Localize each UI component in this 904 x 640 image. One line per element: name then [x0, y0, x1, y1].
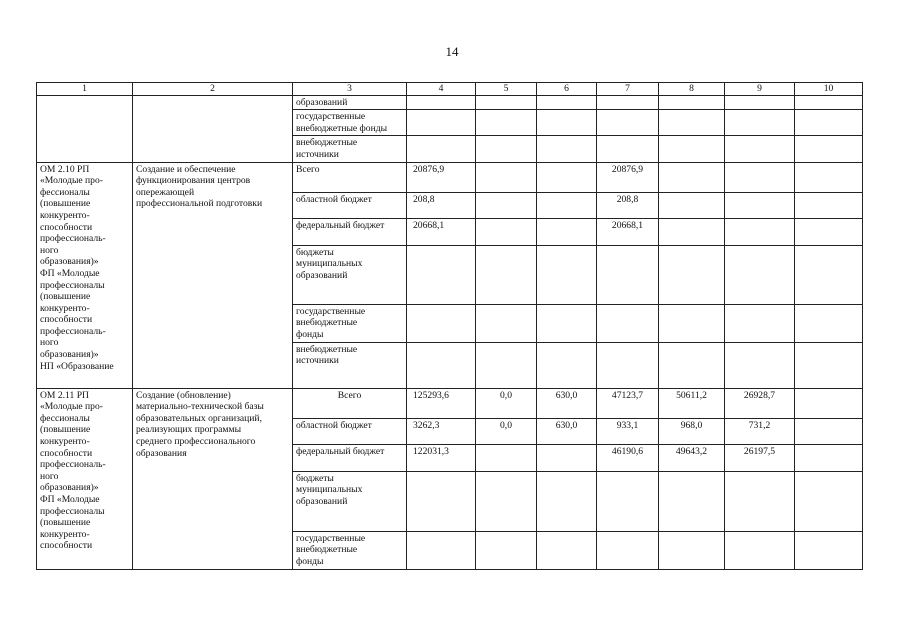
source-label	[293, 388, 407, 418]
measure-code-cell-line: профессиональ-	[40, 325, 106, 337]
value-col-5	[476, 95, 537, 110]
source-label-line: образований	[296, 96, 348, 108]
measure-code-cell-line: (повышение	[40, 517, 91, 529]
value-col-9	[725, 162, 795, 192]
source-label-line: внебюджетные	[296, 317, 358, 329]
value-col-8	[659, 342, 725, 388]
value-col-9: 731,2	[725, 418, 795, 444]
measure-code-cell-line: способности	[40, 221, 93, 233]
measure-code-cell-line: (повышение	[40, 291, 91, 303]
measure-title-cell-line: профессиональной подготовки	[136, 198, 263, 210]
value-col-5	[476, 531, 537, 569]
value-col-4: 20668,1	[407, 218, 476, 245]
value-col-4	[407, 304, 476, 342]
value-col-10	[795, 136, 863, 162]
value-col-4	[407, 110, 476, 136]
value-col-7	[597, 136, 659, 162]
measure-code-cell-line: образования)»	[40, 256, 99, 268]
value-col-8	[659, 304, 725, 342]
value-col-4: 3262,3	[407, 418, 476, 444]
measure-code-cell-line: ного	[40, 470, 59, 482]
measure-code-cell-line: фессионалы	[40, 412, 90, 424]
continuation-title-cell	[133, 95, 293, 162]
value-col-4	[407, 471, 476, 531]
value-col-8	[659, 471, 725, 531]
value-col-6	[537, 471, 597, 531]
value-col-10	[795, 192, 863, 218]
measure-code-cell-line: профессиональ-	[40, 459, 106, 471]
source-label	[293, 342, 407, 388]
value-col-8: 968,0	[659, 418, 725, 444]
value-col-10	[795, 531, 863, 569]
source-label-line: Всего	[296, 163, 320, 175]
value-col-8	[659, 531, 725, 569]
source-label	[293, 444, 407, 471]
s0-row	[37, 162, 863, 192]
value-col-10	[795, 388, 863, 418]
value-col-6: 630,0	[537, 388, 597, 418]
value-col-10	[795, 342, 863, 388]
value-col-6: 630,0	[537, 418, 597, 444]
measure-title-cell-line: образования	[136, 447, 187, 459]
continuation-row	[37, 95, 863, 110]
value-col-8: 49643,2	[659, 444, 725, 471]
column-header-1: 1	[37, 83, 133, 96]
source-label-line: областной бюджет	[296, 419, 372, 431]
source-label-line: муниципальных	[296, 258, 363, 270]
measure-code-cell-line: конкуренто-	[40, 302, 90, 314]
source-label	[293, 110, 407, 136]
value-col-7	[597, 471, 659, 531]
value-col-4	[407, 95, 476, 110]
column-header-6: 6	[537, 83, 597, 96]
source-label-line: муниципальных	[296, 484, 363, 496]
measure-code-cell-line: фессионалы	[40, 186, 90, 198]
measure-code-cell-line: способности	[40, 540, 93, 552]
source-label	[293, 245, 407, 304]
source-label-line: внебюджетные	[296, 137, 358, 149]
value-col-10	[795, 218, 863, 245]
value-col-6	[537, 110, 597, 136]
value-col-7	[597, 531, 659, 569]
value-col-6	[537, 245, 597, 304]
source-label-line: источники	[296, 355, 339, 367]
value-col-8	[659, 245, 725, 304]
source-label	[293, 418, 407, 444]
measure-title-cell-line: образовательных организаций,	[136, 412, 262, 424]
value-col-5: 0,0	[476, 418, 537, 444]
source-label	[293, 95, 407, 110]
value-col-7: 47123,7	[597, 388, 659, 418]
value-col-8	[659, 218, 725, 245]
column-header-9: 9	[725, 83, 795, 96]
column-header-5: 5	[476, 83, 537, 96]
value-col-7: 46190,6	[597, 444, 659, 471]
value-col-9	[725, 245, 795, 304]
value-col-9	[725, 471, 795, 531]
measure-code-cell-line: ФП «Молодые	[40, 267, 100, 279]
source-label-line: Всего	[337, 389, 362, 401]
value-col-7: 933,1	[597, 418, 659, 444]
measure-code-cell-line: ОМ 2.11 РП	[40, 389, 89, 401]
measure-code-cell-line: образования)»	[40, 349, 99, 361]
measure-title-cell-line: Создание и обеспечение	[136, 163, 236, 175]
budget-table	[36, 82, 863, 570]
value-col-9	[725, 304, 795, 342]
value-col-8	[659, 136, 725, 162]
value-col-4: 208,8	[407, 192, 476, 218]
value-col-10	[795, 304, 863, 342]
measure-title-cell	[133, 162, 293, 388]
measure-code-cell-line: ФП «Молодые	[40, 493, 100, 505]
measure-code-cell-line: профессионалы	[40, 279, 105, 291]
measure-code-cell-line: «Молодые про-	[40, 175, 103, 187]
source-label-line: государственные	[296, 111, 366, 123]
value-col-10	[795, 444, 863, 471]
value-col-9	[725, 192, 795, 218]
value-col-4: 20876,9	[407, 162, 476, 192]
value-col-6	[537, 136, 597, 162]
continuation-code-cell	[37, 95, 133, 162]
value-col-5	[476, 342, 537, 388]
value-col-7: 208,8	[597, 192, 659, 218]
measure-title-cell-line: среднего профессионального	[136, 435, 256, 447]
value-col-7	[597, 95, 659, 110]
value-col-10	[795, 418, 863, 444]
value-col-6	[537, 342, 597, 388]
value-col-7: 20876,9	[597, 162, 659, 192]
value-col-7	[597, 304, 659, 342]
value-col-9	[725, 136, 795, 162]
column-header-8: 8	[659, 83, 725, 96]
column-header-row	[37, 83, 863, 96]
source-label-line: федеральный бюджет	[296, 445, 385, 457]
measure-code-cell-line: способности	[40, 314, 93, 326]
value-col-5	[476, 218, 537, 245]
value-col-8: 50611,2	[659, 388, 725, 418]
measure-code-cell-line: «Молодые про-	[40, 401, 103, 413]
measure-code-cell-line: конкуренто-	[40, 209, 90, 221]
source-label-line: федеральный бюджет	[296, 219, 385, 231]
value-col-9: 26928,7	[725, 388, 795, 418]
measure-title-cell-line: функционирования центров	[136, 175, 251, 187]
value-col-6	[537, 218, 597, 245]
measure-code-cell-line: ОМ 2.10 РП	[40, 163, 90, 175]
source-label-line: образований	[296, 495, 348, 507]
value-col-5	[476, 444, 537, 471]
value-col-7	[597, 110, 659, 136]
value-col-9	[725, 531, 795, 569]
measure-title-cell	[133, 388, 293, 569]
source-label	[293, 136, 407, 162]
value-col-6	[537, 192, 597, 218]
source-label-line: фонды	[296, 328, 324, 340]
measure-code-cell-line: профессионалы	[40, 505, 105, 517]
source-label-line: фонды	[296, 555, 324, 567]
page-number: 14	[445, 44, 459, 59]
measure-code-cell-line: ного	[40, 337, 59, 349]
measure-code-cell-line: НП «Образование	[40, 360, 114, 372]
value-col-5	[476, 471, 537, 531]
value-col-5	[476, 192, 537, 218]
measure-code-cell-line: (повышение	[40, 198, 91, 210]
value-col-10	[795, 162, 863, 192]
source-label	[293, 471, 407, 531]
value-col-9	[725, 95, 795, 110]
measure-code-cell-line: способности	[40, 447, 93, 459]
measure-code-cell-line: образования)»	[40, 482, 99, 494]
value-col-7	[597, 342, 659, 388]
value-col-4	[407, 245, 476, 304]
value-col-6	[537, 95, 597, 110]
source-label-line: внебюджетные	[296, 544, 358, 556]
measure-title-cell-line: Создание (обновление)	[136, 389, 231, 401]
value-col-7: 20668,1	[597, 218, 659, 245]
value-col-8	[659, 110, 725, 136]
value-col-4	[407, 342, 476, 388]
measure-code-cell-line: профессиональ-	[40, 233, 106, 245]
source-label-line: источники	[296, 148, 339, 160]
column-header-4: 4	[407, 83, 476, 96]
value-col-10	[795, 471, 863, 531]
source-label-line: образований	[296, 269, 348, 281]
measure-code-cell	[37, 388, 133, 569]
source-label	[293, 218, 407, 245]
value-col-5	[476, 304, 537, 342]
value-col-4: 125293,6	[407, 388, 476, 418]
value-col-5	[476, 162, 537, 192]
source-label-line: государственные	[296, 305, 366, 317]
column-header-10: 10	[795, 83, 863, 96]
value-col-7	[597, 245, 659, 304]
value-col-5	[476, 245, 537, 304]
value-col-5	[476, 136, 537, 162]
value-col-4	[407, 136, 476, 162]
column-header-2: 2	[133, 83, 293, 96]
value-col-10	[795, 245, 863, 304]
value-col-6	[537, 162, 597, 192]
value-col-4: 122031,3	[407, 444, 476, 471]
value-col-4	[407, 531, 476, 569]
source-label	[293, 531, 407, 569]
source-label	[293, 192, 407, 218]
value-col-5: 0,0	[476, 388, 537, 418]
measure-code-cell-line: конкуренто-	[40, 435, 90, 447]
value-col-9	[725, 218, 795, 245]
value-col-6	[537, 444, 597, 471]
value-col-6	[537, 531, 597, 569]
value-col-10	[795, 95, 863, 110]
value-col-9	[725, 110, 795, 136]
value-col-8	[659, 162, 725, 192]
measure-code-cell-line: конкуренто-	[40, 528, 90, 540]
source-label-line: внебюджетные фонды	[296, 122, 388, 134]
measure-title-cell-line: материально-технической базы	[136, 401, 264, 413]
table-body	[37, 83, 863, 570]
measure-code-cell-line: (повышение	[40, 424, 91, 436]
value-col-6	[537, 304, 597, 342]
source-label-line: бюджеты	[296, 472, 334, 484]
value-col-9	[725, 342, 795, 388]
measure-code-cell	[37, 162, 133, 388]
measure-title-cell-line: реализующих программы	[136, 424, 242, 436]
measure-code-cell-line: ного	[40, 244, 59, 256]
source-label	[293, 162, 407, 192]
value-col-9: 26197,5	[725, 444, 795, 471]
value-col-8	[659, 192, 725, 218]
value-col-5	[476, 110, 537, 136]
value-col-10	[795, 110, 863, 136]
column-header-7: 7	[597, 83, 659, 96]
source-label-line: областной бюджет	[296, 193, 372, 205]
source-label-line: государственные	[296, 532, 366, 544]
source-label-line: внебюджетные	[296, 343, 358, 355]
source-label-line: бюджеты	[296, 246, 334, 258]
source-label	[293, 304, 407, 342]
column-header-3: 3	[293, 83, 407, 96]
value-col-8	[659, 95, 725, 110]
s1-row	[37, 388, 863, 418]
measure-title-cell-line: опережающей	[136, 186, 195, 198]
